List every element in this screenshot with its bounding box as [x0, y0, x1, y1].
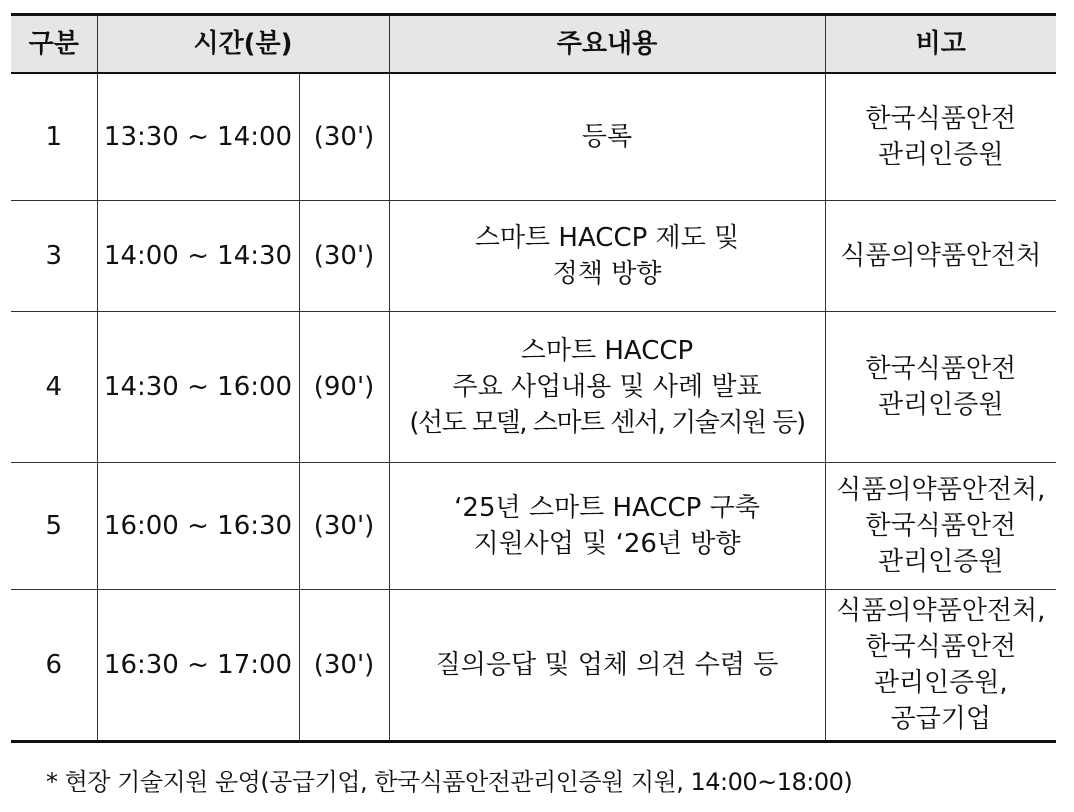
remarks-line: 관리인증원, [873, 668, 1008, 698]
time-range: 14:00 ~ 14:30 [97, 201, 299, 312]
duration: (30') [299, 463, 389, 590]
remarks-line: 식품의약품안전처, [836, 475, 1046, 505]
table-row [11, 201, 1056, 312]
row-number: 6 [11, 590, 97, 742]
footnote: * 현장 기술지원 운영(공급기업, 한국식품안전관리인증원 지원, 14:00~18:00) [46, 768, 853, 796]
remarks-line: 한국식품안전 [865, 511, 1017, 541]
header-division: 구분 [11, 15, 97, 74]
content-cell [389, 590, 825, 742]
content-line: 주요 사업내용 및 사례 발표 [452, 372, 762, 402]
content-line: 정책 방향 [552, 259, 662, 289]
header-remarks: 비고 [825, 15, 1056, 74]
remarks-line: 한국식품안전 [865, 632, 1017, 662]
table-row [11, 590, 1056, 742]
time-range: 16:00 ~ 16:30 [97, 463, 299, 590]
row-number: 5 [11, 463, 97, 590]
row-number: 1 [11, 73, 97, 201]
row-number: 4 [11, 312, 97, 463]
content-line: 등록 [581, 122, 633, 152]
content-cell [389, 73, 825, 201]
remarks-line: 관리인증원 [877, 390, 1004, 420]
duration: (90') [299, 312, 389, 463]
schedule-table [11, 13, 1056, 743]
table-row [11, 73, 1056, 201]
header-row [11, 15, 1056, 74]
remarks-line: 관리인증원 [877, 547, 1004, 577]
remarks-cell [825, 201, 1056, 312]
content-cell [389, 463, 825, 590]
header-content: 주요내용 [389, 15, 825, 74]
remarks-cell [825, 463, 1056, 590]
content-line: 스마트 HACCP [520, 336, 694, 366]
time-range: 16:30 ~ 17:00 [97, 590, 299, 742]
content-line: ‘25년 스마트 HACCP 구축 [454, 493, 760, 523]
content-line: 질의응답 및 업체 의견 수렴 등 [435, 650, 779, 680]
remarks-cell [825, 590, 1056, 742]
content-line: (선도 모델, 스마트 센서, 기술지원 등) [409, 408, 805, 438]
duration: (30') [299, 590, 389, 742]
content-cell [389, 312, 825, 463]
remarks-line: 한국식품안전 [865, 354, 1017, 384]
time-range: 13:30 ~ 14:00 [97, 73, 299, 201]
remarks-cell [825, 73, 1056, 201]
remarks-line: 공급기업 [890, 704, 991, 734]
remarks-cell [825, 312, 1056, 463]
table-row [11, 312, 1056, 463]
duration: (30') [299, 201, 389, 312]
row-number: 3 [11, 201, 97, 312]
remarks-line: 식품의약품안전처 [840, 241, 1042, 271]
table-row [11, 463, 1056, 590]
content-cell [389, 201, 825, 312]
duration: (30') [299, 73, 389, 201]
header-time: 시간(분) [97, 15, 389, 74]
remarks-line: 식품의약품안전처, [836, 596, 1046, 626]
content-line: 지원사업 및 ‘26년 방향 [473, 529, 741, 559]
content-line: 스마트 HACCP 제도 및 [474, 223, 740, 253]
remarks-line: 관리인증원 [877, 140, 1004, 170]
time-range: 14:30 ~ 16:00 [97, 312, 299, 463]
remarks-line: 한국식품안전 [865, 104, 1017, 134]
